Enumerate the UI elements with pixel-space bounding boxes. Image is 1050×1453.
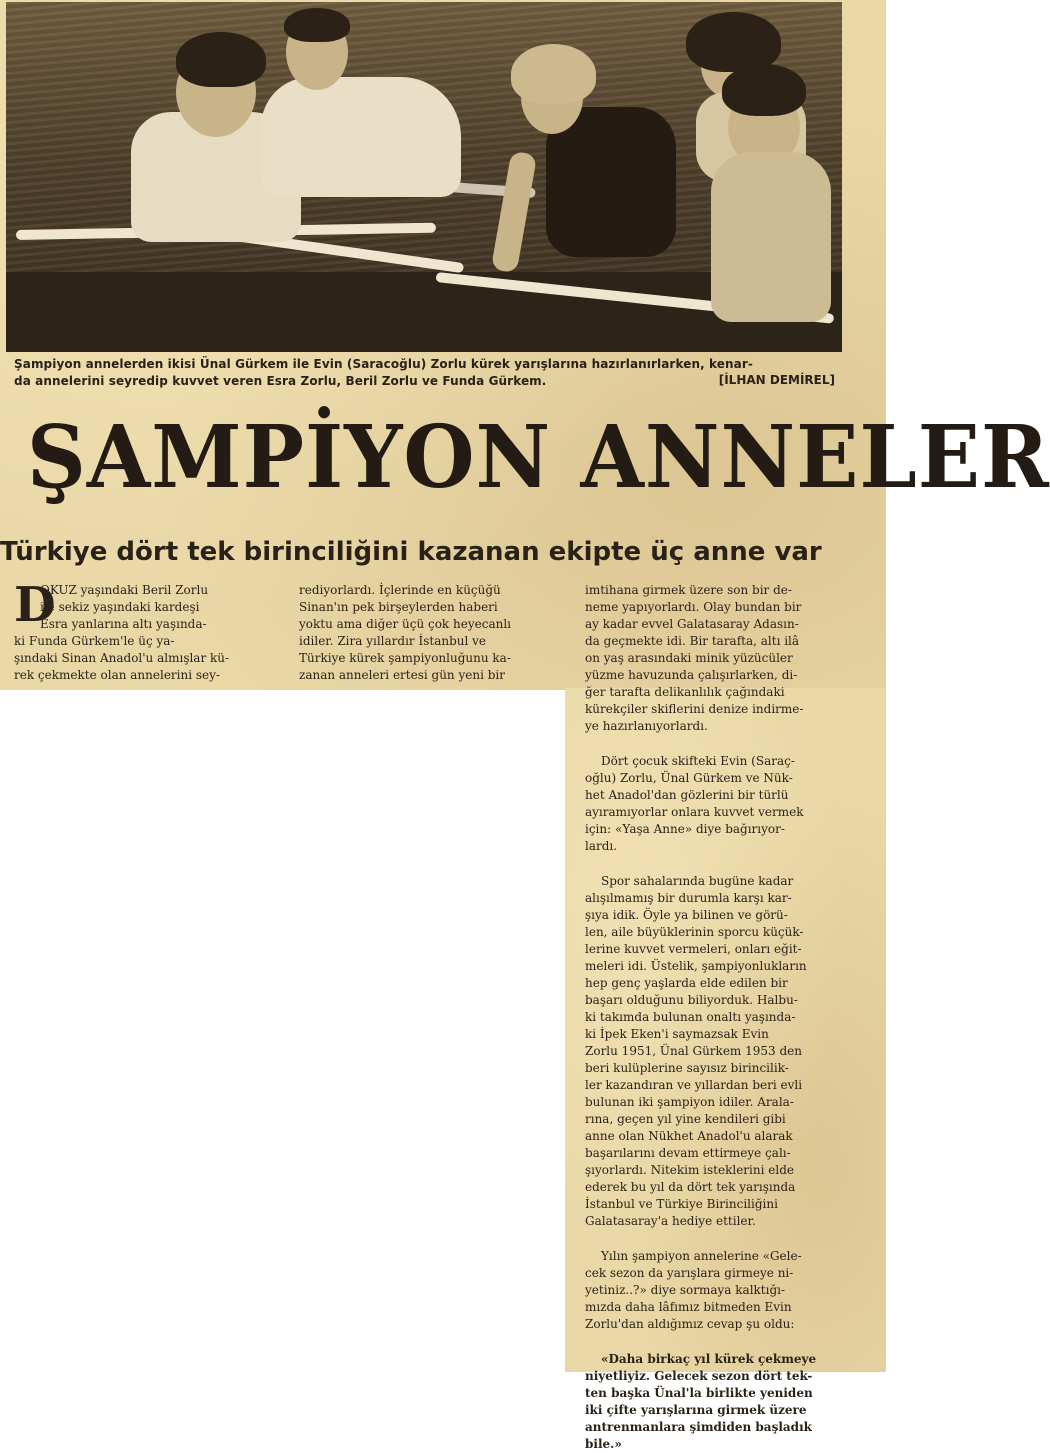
subheadline: Türkiye dört tek birinciliğini kazanan ekipte üç anne var — [0, 537, 822, 567]
text-line: idiler. Zira yıllardır İstanbul ve — [299, 634, 487, 648]
caption-line: Şampiyon annelerden ikisi Ünal Gürkem ile Evin (Saracoğlu) Zorlu kürek yarışlarına hazırlanırlarken, kenar- — [14, 357, 753, 371]
text-line: ler kazandıran ve yıllardan beri evli — [585, 1078, 803, 1092]
text-line: Zorlu'dan aldığımız cevap şu oldu: — [585, 1317, 795, 1331]
text-line: ayıramıyorlar onlara kuvvet vermek — [585, 805, 804, 819]
article-paragraph — [585, 873, 847, 1230]
text-line: ye hazırlanıyorlardı. — [585, 719, 708, 733]
text-line: Esra yanlarına altı yaşında- — [40, 617, 207, 631]
text-line: anne olan Nükhet Anadol'u alarak — [585, 1129, 793, 1143]
text-line: rına, geçen yıl yine kendileri gibi — [585, 1112, 786, 1126]
text-line: şıya idik. Öyle ya bilinen ve görü- — [585, 908, 788, 922]
text-line: lerine kuvvet vermeleri, onları eğit- — [585, 942, 802, 956]
text-line: yetiniz..?» diye sormaya kalktığı- — [585, 1283, 786, 1297]
text-line: başarı olduğunu biliyorduk. Halbu- — [585, 993, 798, 1007]
article-paragraph — [585, 1351, 847, 1453]
text-line: iki çifte yarışlarına girmek üzere — [585, 1403, 807, 1417]
text-line: hep genç yaşlarda elde edilen bir — [585, 976, 788, 990]
rower-hair — [176, 32, 266, 87]
text-line: alışılmamış bir durumla karşı kar- — [585, 891, 792, 905]
text-line: Spor sahalarında bugüne kadar — [601, 874, 794, 888]
article-paragraph — [585, 1248, 847, 1333]
article-paragraph — [585, 753, 847, 855]
drop-cap: D — [14, 577, 56, 633]
text-line: len, aile büyüklerinin sporcu küçük- — [585, 925, 804, 939]
text-line: için: «Yaşa Anne» diye bağırıyor- — [585, 822, 785, 836]
text-line: imtihana girmek üzere son bir de- — [585, 583, 792, 597]
text-line: OKUZ yaşındaki Beril Zorlu — [40, 583, 209, 597]
text-line: bulunan iki şampiyon idiler. Arala- — [585, 1095, 794, 1109]
article-paragraph — [585, 582, 847, 735]
text-line: başarılarını devam ettirmeye çalı- — [585, 1146, 791, 1160]
text-line: on yaş arasındaki minik yüzücüler — [585, 651, 793, 665]
text-line: yüzme havuzunda çalışırlarken, di- — [585, 668, 798, 682]
text-line: bile.» — [585, 1437, 622, 1451]
text-line: het Anadol'dan gözlerini bir türlü — [585, 788, 789, 802]
article-column-3 — [585, 582, 847, 1453]
text-line: yoktu ama diğer üçü çok heyecanlı — [299, 617, 512, 631]
text-line: ile sekiz yaşındaki kardeşi — [40, 600, 200, 614]
text-line: şıyorlardı. Nitekim isteklerini elde — [585, 1163, 794, 1177]
text-line: ederek bu yıl da dört tek yarışında — [585, 1180, 796, 1194]
text-line: «Daha birkaç yıl kürek çekmeye — [601, 1352, 817, 1366]
text-line: rediyorlardı. İçlerinde en küçüğü — [299, 583, 501, 597]
photo-credit: [İLHAN DEMİREL] — [718, 373, 835, 387]
text-line: da geçmekte idi. Bir tarafta, altı ilâ — [585, 634, 800, 648]
text-line: niyetliyiz. Gelecek sezon dört tek- — [585, 1369, 813, 1383]
text-line: meleri idi. Üstelik, şampiyonlukların — [585, 959, 807, 973]
text-line: neme yapıyorlardı. Olay bundan bir — [585, 600, 802, 614]
rower-hair — [284, 8, 350, 42]
text-line: cek sezon da yarışlara girmeye ni- — [585, 1266, 794, 1280]
rower-figure — [261, 77, 461, 197]
text-line: ğer tarafta delikanlılık çağındaki — [585, 685, 785, 699]
text-line: lardı. — [585, 839, 618, 853]
text-line: mızda daha lâfımız bitmeden Evin — [585, 1300, 792, 1314]
text-line: Yılın şampiyon annelerine «Gele- — [601, 1249, 802, 1263]
headline: ŞAMPİYON ANNELER — [26, 407, 1050, 508]
text-line: Galatasaray'a hediye ettiler. — [585, 1214, 756, 1228]
child-hair — [686, 12, 781, 72]
child-hair — [722, 64, 806, 116]
text-line: ki İpek Eken'i saymazsak Evin — [585, 1027, 769, 1041]
text-line: oğlu) Zorlu, Ünal Gürkem ve Nük- — [585, 771, 793, 785]
text-line: Sinan'ın pek birşeylerden haberi — [299, 600, 498, 614]
article-column-2 — [299, 582, 559, 684]
text-line: ki Funda Gürkem'le üç ya- — [14, 634, 175, 648]
text-line: zanan anneleri ertesi gün yeni bir — [299, 668, 505, 682]
text-line: Türkiye kürek şampiyonluğunu ka- — [299, 651, 511, 665]
text-line: Dört çocuk skifteki Evin (Saraç- — [601, 754, 795, 768]
text-line: ay kadar evvel Galatasaray Adasın- — [585, 617, 799, 631]
caption-line: da annelerini seyredip kuvvet veren Esra Zorlu, Beril Zorlu ve Funda Gürkem. — [14, 374, 547, 388]
text-line: İstanbul ve Türkiye Birinciliğini — [585, 1197, 778, 1211]
text-line: kürekçiler skiflerini denize indirme- — [585, 702, 804, 716]
rowing-photo — [6, 2, 842, 350]
text-line: Zorlu 1951, Ünal Gürkem 1953 den — [585, 1044, 802, 1058]
text-line: beri kulüplerine sayısız birincilik- — [585, 1061, 789, 1075]
text-line: ki takımda bulunan onaltı yaşında- — [585, 1010, 796, 1024]
article-column-1 — [14, 582, 272, 684]
text-line: rek çekmekte olan annelerini sey- — [14, 668, 220, 682]
text-line: ten başka Ünal'la birlikte yeniden — [585, 1386, 813, 1400]
child-hair — [511, 44, 596, 104]
text-line: antrenmanlara şimdiden başladık — [585, 1420, 812, 1434]
child-figure — [711, 152, 831, 322]
text-line: şındaki Sinan Anadol'u almışlar kü- — [14, 651, 230, 665]
